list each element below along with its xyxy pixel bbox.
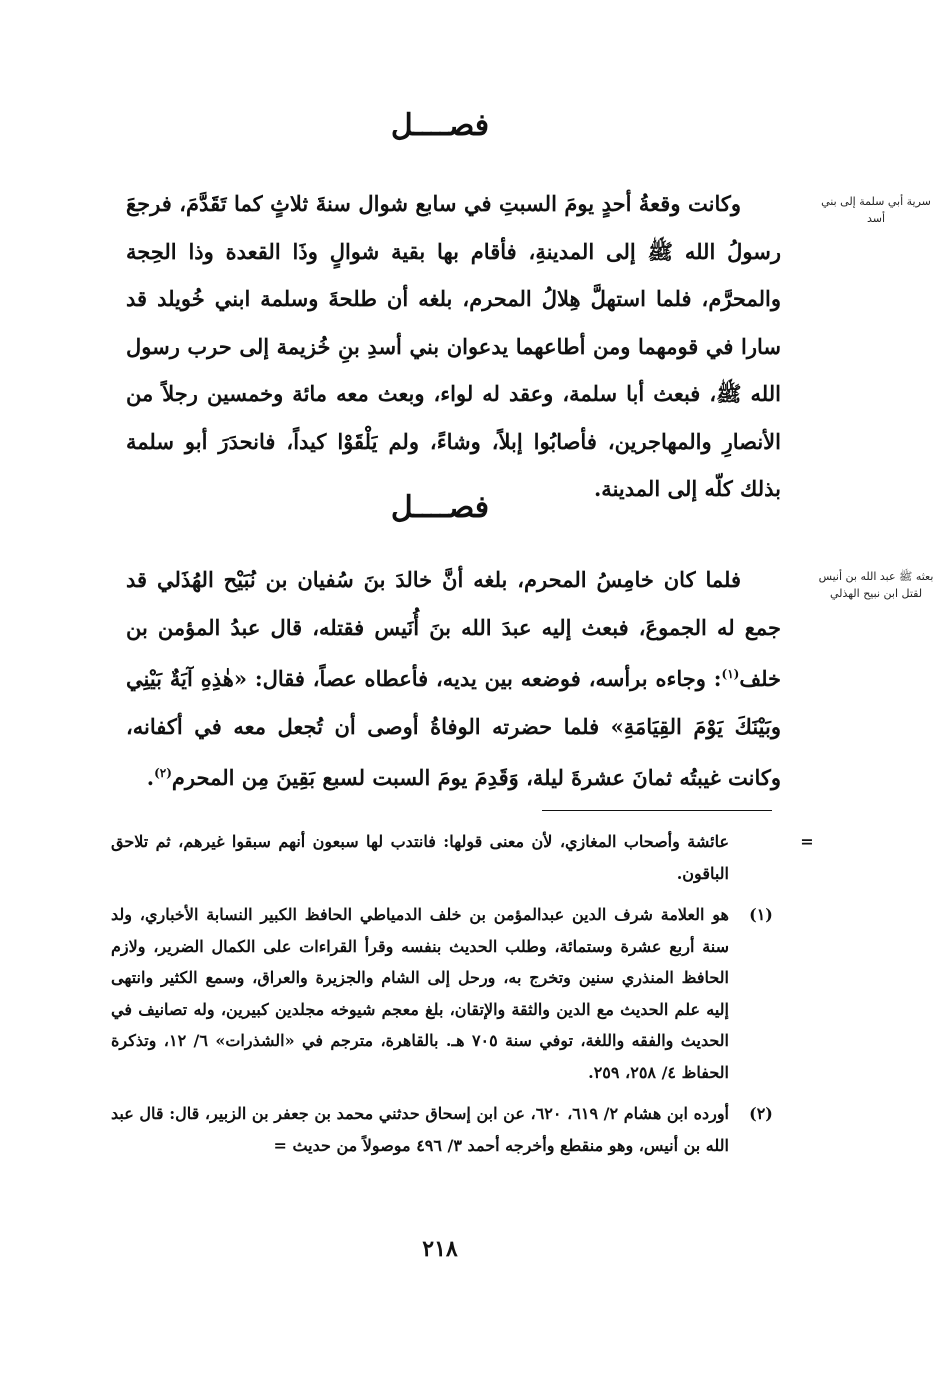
paragraph-text: وكانت وقعةُ أحدٍ يومَ السبتِ في سابع شوال سنةَ ثلاثٍ كما تَقَدَّمَ، فرجعَ رسولُ الله ﷺ إلى المدينةِ، فأقام بها بقية شوالٍ وذَا القعدة وذا الحِجة والمحرَّم، فلما استهلَّ هِلالُ المحرم، بلغه أن طلحةَ وسلمة ابني خُويلد قد سارا في قومهما ومن أطاعهما يدعوان بني أسدِ بنِ خُزيمة إلى حرب رسول الله ﷺ، فبعث أبا سلمة، وعقد له لواء، وبعث معه مائة وخمسين رجلاً من الأنصارِ والمهاجرين، فأصابُوا إبلاً، وشاءً، ولم يَلْقَوْا كيداً، فانحدَرَ أبو سلمة بذلك كلّه إلى المدينة.: [126, 191, 781, 501]
footnote-divider: [542, 810, 772, 811]
paragraph-part: .: [146, 765, 155, 790]
footnote-mark: (١): [749, 905, 773, 924]
footnote: [111, 899, 781, 1088]
margin-note: سرية أبي سلمة إلى بني أسد: [821, 195, 931, 225]
footnotes: [111, 826, 814, 1161]
paragraph-part: فلما كان خامِسُ المحرم، بلغه أنَّ خالدَ بنَ سُفيان بن نُبَيْح الهُذَلي قد جمع له الجموعَ، فبعث إليه عبدَ الله بنَ أُنَيس فقتله، قال عبدُ المؤمن بن خلف: [126, 567, 781, 691]
paragraph-text: [126, 556, 781, 802]
footnote: [111, 826, 814, 889]
section-paragraph: [126, 180, 781, 513]
paragraph-part: : وجاءه برأسه، فوضعه بين يديه، فأعطاه عصاً، فقال: «هٰذِهِ آيَةٌ بَيْنِي وبَيْنَكَ يَوْمَ القِيَامَةِ» فلما حضرته الوفاةُ أوصى أن تُجعل معه في أكفانه، وكانت غيبتُه ثمانَ عشرةَ ليلة، وَقَدِمَ يومَ السبت لسبع بَقِينَ مِن المحرم: [126, 666, 781, 790]
footnote-text: هو العلامة شرف الدين عبدالمؤمن بن خلف الدمياطي الحافظ الكبير النسابة الأخباري، ولد سنة أربع عشرة وستمائة، وطلب الحديث بنفسه وقرأ القراءات على الكمال الضرير، ولازم الحافظ المنذري سنين وتخرج به، ورحل إلى الشام والجزيرة والعراق، وسمع الكثير وانتهى إليه علم الحديث مع الدين والثقة والإتقان، بلغ معجم شيوخه مجلدين كبيرين، وله تصانيف في الحديث والفقه واللغة، توفي سنة ٧٠٥ هـ. بالقاهرة، مترجم في «الشذرات» ٦/ ١٢، وتذكرة الحفاظ ٤/ ٢٥٨، ٢٥٩.: [111, 905, 730, 1082]
footnote-mark: =: [800, 832, 814, 851]
section-heading: فصــــل: [390, 108, 490, 143]
footnote: [111, 1098, 781, 1161]
margin-note: بعثه ﷺ عبد الله بن أنيس لقتل ابن نبيح الهذلي: [818, 570, 934, 600]
section-paragraph: [126, 556, 781, 802]
footnote-text: أورده ابن هشام ٢/ ٦١٩، ٦٢٠، عن ابن إسحاق حدثني محمد بن جعفر بن الزبير، قال: قال عبد الله بن أنيس، وهو منقطع وأخرجه أحمد ٣/ ٤٩٦ موصولاً من حديث =: [111, 1104, 729, 1155]
section-heading: فصــــل: [390, 490, 490, 525]
page-number: ٢١٨: [422, 1236, 458, 1262]
footnote-ref: (٢): [154, 766, 172, 780]
footnote-mark: (٢): [749, 1104, 773, 1123]
footnote-text: عائشة وأصحاب المغازي، لأن معنى قولها: فانتدب لها سبعون أنهم سبقوا غيرهم، ثم تلاحق الباقون.: [111, 832, 729, 883]
footnote-ref: (١): [721, 667, 740, 681]
